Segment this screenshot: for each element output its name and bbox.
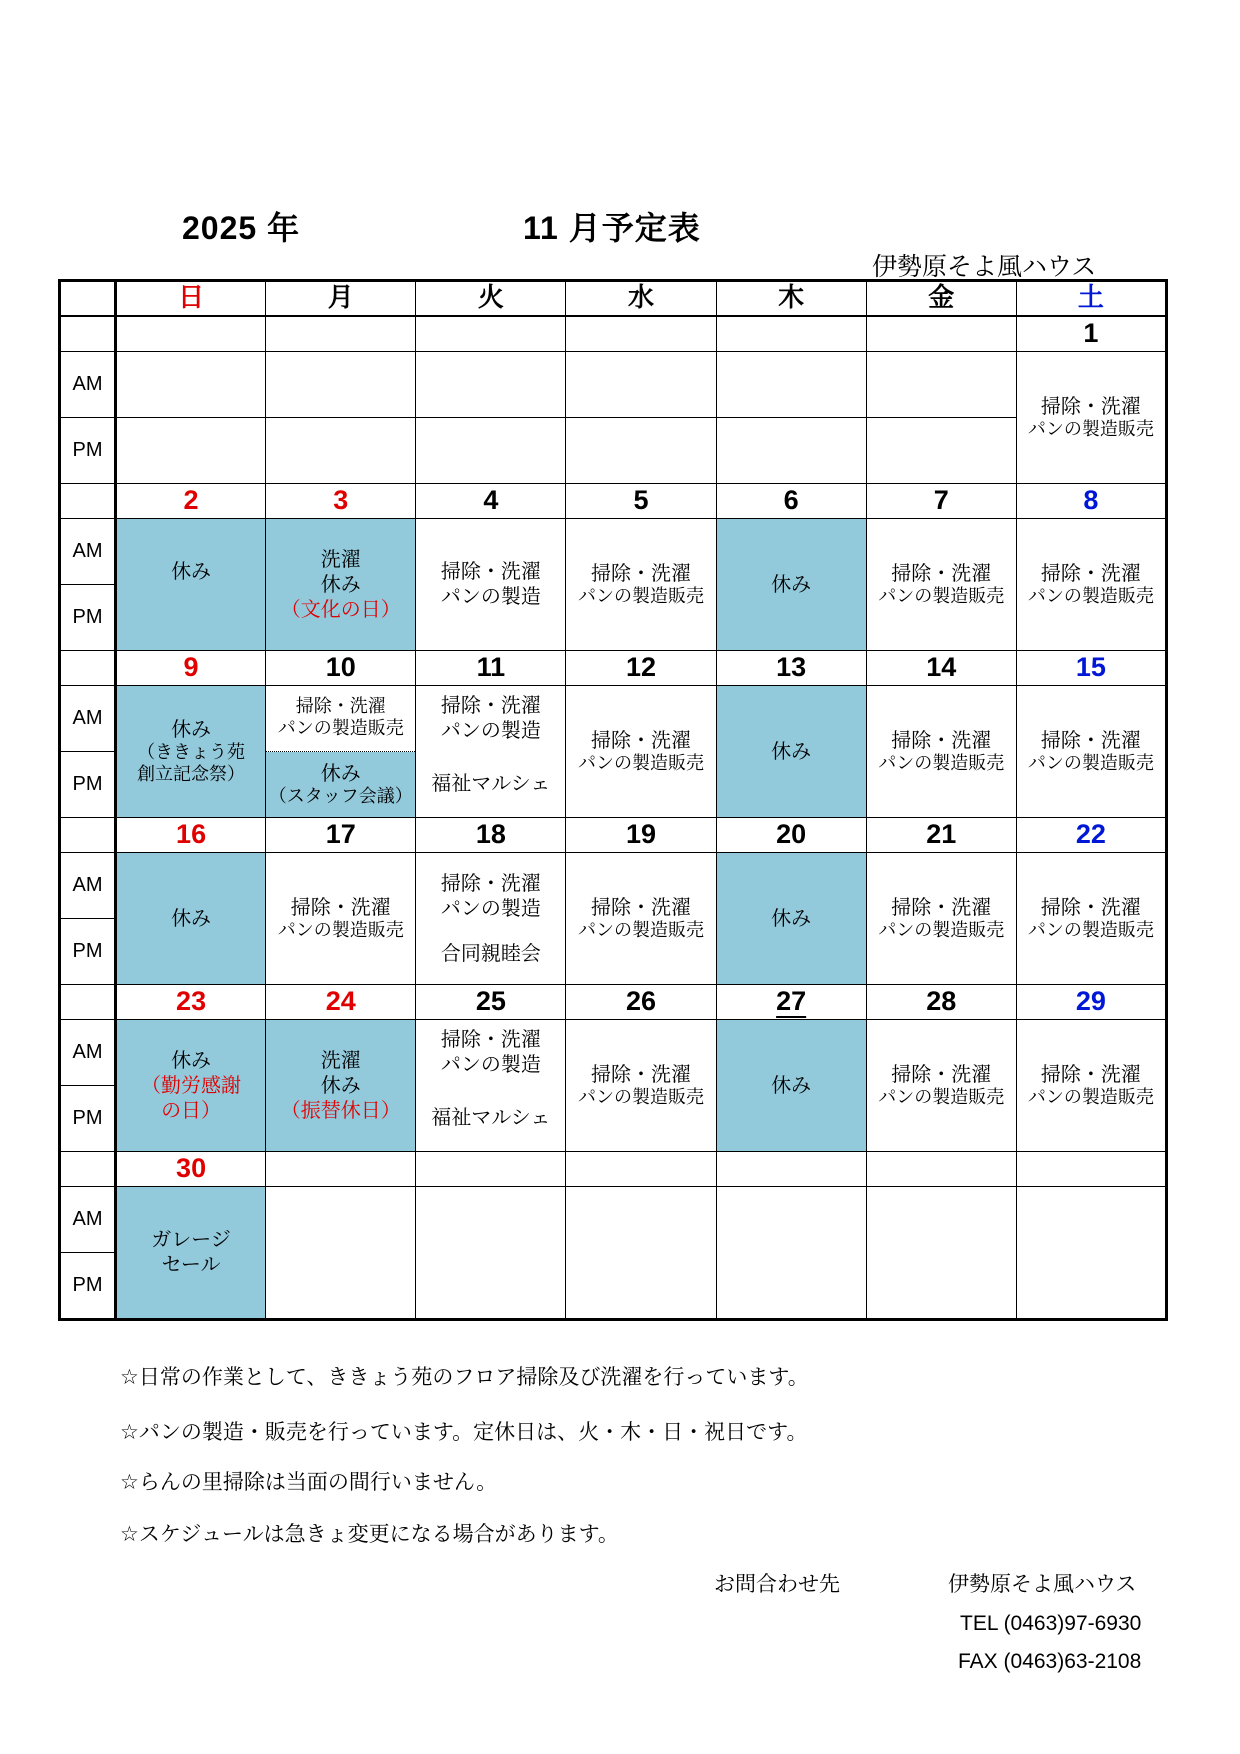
weekday-sat: 土	[1016, 281, 1166, 316]
event-cleaning: 掃除・洗濯	[1040, 894, 1141, 919]
event-substitute-holiday: （振替休日）	[280, 1097, 401, 1122]
date-cell-empty	[716, 1151, 866, 1186]
event-staff-meeting: （スタッフ会議）	[268, 785, 413, 807]
event-cleaning: 掃除・洗濯	[891, 727, 992, 752]
event-rest: 休み	[771, 905, 812, 930]
note-ran-no-sato: ☆らんの里掃除は当面の間行いません。	[120, 1470, 498, 1494]
event-cleaning: 掃除・洗濯	[891, 1061, 992, 1086]
date-26: 26	[566, 984, 716, 1019]
event-cleaning: 掃除・洗濯	[590, 560, 691, 585]
date-11: 11	[416, 650, 566, 685]
date-10: 10	[266, 650, 416, 685]
date-cell-empty	[716, 316, 866, 352]
date-8: 8	[1016, 483, 1166, 518]
date-cell-empty	[266, 1151, 416, 1186]
contact-organization: 伊勢原そよ風ハウス	[948, 1572, 1137, 1596]
event-rest: 休み	[771, 571, 812, 596]
event-bread-sales: パンの製造販売	[1027, 752, 1154, 774]
date-15: 15	[1016, 650, 1166, 685]
date-row-label	[60, 1151, 116, 1186]
weekday-thu: 木	[716, 281, 866, 316]
event-joint-social: 合同親睦会	[440, 940, 541, 965]
date-row	[60, 650, 1167, 685]
schedule-21	[866, 852, 1016, 984]
event-cleaning: 掃除・洗濯	[590, 894, 691, 919]
schedule-11-pm	[416, 751, 566, 817]
am-label: AM	[60, 685, 116, 751]
event-rest: 休み	[171, 1047, 212, 1072]
date-28: 28	[866, 984, 1016, 1019]
weekday-tue: 火	[416, 281, 566, 316]
event-rest: 休み	[771, 1072, 812, 1097]
empty-cell	[416, 351, 566, 417]
pm-label: PM	[60, 1252, 116, 1319]
event-cleaning: 掃除・洗濯	[891, 560, 992, 585]
schedule-24	[266, 1019, 416, 1151]
event-bread-sales: パンの製造販売	[577, 1086, 704, 1108]
empty-cell	[866, 351, 1016, 417]
schedule-20	[716, 852, 866, 984]
event-bread-sales: パンの製造販売	[878, 1086, 1005, 1108]
event-bread-sales: パンの製造販売	[277, 919, 404, 941]
schedule-7	[866, 518, 1016, 650]
date-13: 13	[716, 650, 866, 685]
event-bread-sales: パンの製造販売	[1027, 919, 1154, 941]
date-cell-empty	[266, 316, 416, 352]
event-cleaning: 掃除・洗濯	[440, 870, 541, 895]
event-rest: 休み	[171, 905, 212, 930]
date-12: 12	[566, 650, 716, 685]
event-cleaning: 掃除・洗濯	[295, 696, 386, 718]
schedule-10-am	[266, 685, 416, 751]
contact-tel: TEL (0463)97-6930	[960, 1612, 1142, 1635]
schedule-14	[866, 685, 1016, 817]
pm-label: PM	[60, 1085, 116, 1151]
event-laundry: 洗濯	[320, 546, 361, 571]
schedule-30	[116, 1186, 266, 1319]
schedule-2	[116, 518, 266, 650]
title-month: 11 月予定表	[523, 210, 701, 246]
am-label: AM	[60, 852, 116, 918]
date-cell-empty	[566, 316, 716, 352]
event-labor-line1: （勤労感謝	[141, 1072, 242, 1097]
date-cell-empty	[416, 316, 566, 352]
schedule-15	[1016, 685, 1166, 817]
organization-name: 伊勢原そよ風ハウス	[872, 252, 1097, 281]
event-bread-sales: パンの製造販売	[577, 919, 704, 941]
empty-cell	[866, 417, 1016, 483]
schedule-11-am	[416, 685, 566, 751]
empty-cell	[716, 351, 866, 417]
date-18: 18	[416, 817, 566, 852]
date-cell-empty	[116, 316, 266, 352]
event-rest: 休み	[320, 1072, 361, 1097]
empty-cell	[566, 1186, 716, 1319]
schedule-1	[1016, 351, 1166, 483]
date-cell-empty	[416, 1151, 566, 1186]
event-bread-sales: パンの製造販売	[1027, 418, 1154, 440]
schedule-10-pm	[266, 751, 416, 817]
date-4: 4	[416, 483, 566, 518]
schedule-17	[266, 852, 416, 984]
weekday-wed: 水	[566, 281, 716, 316]
date-22: 22	[1016, 817, 1166, 852]
event-bread-sales: パンの製造販売	[577, 585, 704, 607]
date-row	[60, 1151, 1167, 1186]
event-cleaning: 掃除・洗濯	[1040, 1061, 1141, 1086]
schedule-27	[716, 1019, 866, 1151]
event-bread-sales: パンの製造販売	[878, 585, 1005, 607]
date-row-label	[60, 817, 116, 852]
date-29: 29	[1016, 984, 1166, 1019]
empty-cell	[716, 1186, 866, 1319]
event-bread-make: パンの製造	[440, 1052, 541, 1077]
event-labor-line2: の日）	[161, 1097, 222, 1122]
date-17: 17	[266, 817, 416, 852]
schedule-13	[716, 685, 866, 817]
empty-cell	[116, 351, 266, 417]
date-row-label	[60, 483, 116, 518]
weekday-fri: 金	[866, 281, 1016, 316]
date-row-label	[60, 650, 116, 685]
event-garage-line2: セール	[161, 1252, 221, 1276]
schedule-12	[566, 685, 716, 817]
date-row	[60, 984, 1167, 1019]
weekday-header-row	[60, 281, 1167, 316]
pm-label: PM	[60, 584, 116, 650]
date-7: 7	[866, 483, 1016, 518]
date-row	[60, 316, 1167, 352]
date-row	[60, 483, 1167, 518]
empty-cell	[866, 1186, 1016, 1319]
date-30: 30	[116, 1151, 266, 1186]
date-27: 27	[716, 984, 866, 1019]
event-rest: 休み	[171, 558, 212, 583]
event-cleaning: 掃除・洗濯	[290, 894, 391, 919]
event-bread-sales: パンの製造販売	[1027, 1086, 1154, 1108]
date-21: 21	[866, 817, 1016, 852]
schedule-18	[416, 852, 566, 984]
pm-label: PM	[60, 918, 116, 984]
date-6: 6	[716, 483, 866, 518]
event-cleaning: 掃除・洗濯	[590, 1061, 691, 1086]
event-cleaning: 掃除・洗濯	[1040, 560, 1141, 585]
empty-cell	[266, 417, 416, 483]
event-kikyo-line2: 創立記念祭）	[137, 763, 246, 785]
empty-cell	[716, 417, 866, 483]
event-bread-sales: パンの製造販売	[878, 752, 1005, 774]
schedule-8	[1016, 518, 1166, 650]
schedule-3	[266, 518, 416, 650]
schedule-26	[566, 1019, 716, 1151]
note-daily-work: ☆日常の作業として、ききょう苑のフロア掃除及び洗濯を行っています。	[120, 1365, 809, 1389]
event-cleaning: 掃除・洗濯	[440, 1027, 541, 1052]
date-1: 1	[1016, 316, 1166, 352]
event-bread-sales: パンの製造販売	[277, 718, 404, 739]
date-9: 9	[116, 650, 266, 685]
date-23: 23	[116, 984, 266, 1019]
schedule-9	[116, 685, 266, 817]
header-corner	[60, 281, 116, 316]
date-cell-empty	[566, 1151, 716, 1186]
schedule-25-am	[416, 1019, 566, 1085]
date-row	[60, 817, 1167, 852]
date-20: 20	[716, 817, 866, 852]
date-14: 14	[866, 650, 1016, 685]
date-2: 2	[116, 483, 266, 518]
empty-cell	[116, 417, 266, 483]
date-row-label	[60, 316, 116, 352]
date-16: 16	[116, 817, 266, 852]
schedule-28	[866, 1019, 1016, 1151]
event-bread-make: パンの製造	[440, 718, 541, 743]
date-cell-empty	[866, 316, 1016, 352]
event-bread-sales: パンの製造販売	[577, 752, 704, 774]
event-culture-day: （文化の日）	[280, 596, 401, 621]
contact-label: お問合わせ先	[714, 1572, 840, 1596]
empty-cell	[416, 1186, 566, 1319]
date-19: 19	[566, 817, 716, 852]
schedule-22	[1016, 852, 1166, 984]
event-laundry: 洗濯	[320, 1047, 361, 1072]
date-cell-empty	[1016, 1151, 1166, 1186]
event-kikyo-line1: （ききょう苑	[137, 741, 246, 763]
empty-cell	[266, 351, 416, 417]
event-garage-line1: ガレージ	[151, 1227, 231, 1251]
event-cleaning: 掃除・洗濯	[1040, 727, 1141, 752]
schedule-19	[566, 852, 716, 984]
schedule-16	[116, 852, 266, 984]
event-rest: 休み	[320, 571, 361, 596]
event-cleaning: 掃除・洗濯	[440, 693, 541, 718]
empty-cell	[566, 417, 716, 483]
event-bread-make: パンの製造	[440, 584, 541, 608]
am-label: AM	[60, 518, 116, 584]
event-bread-sales: パンの製造販売	[1027, 585, 1154, 607]
event-rest: 休み	[320, 760, 361, 785]
title-year: 2025 年	[182, 210, 301, 246]
am-label: AM	[60, 1019, 116, 1085]
date-24: 24	[266, 984, 416, 1019]
empty-cell	[1016, 1186, 1166, 1319]
schedule-25-pm	[416, 1085, 566, 1151]
contact-fax: FAX (0463)63-2108	[958, 1650, 1142, 1673]
event-rest: 休み	[771, 738, 812, 763]
note-schedule-change: ☆スケジュールは急きょ変更になる場合があります。	[120, 1522, 619, 1546]
date-25: 25	[416, 984, 566, 1019]
event-cleaning: 掃除・洗濯	[590, 727, 691, 752]
schedule-4	[416, 518, 566, 650]
event-marche: 福祉マルシェ	[431, 1105, 551, 1130]
pm-label: PM	[60, 417, 116, 483]
event-bread-make: パンの製造	[440, 895, 541, 920]
weekday-mon: 月	[266, 281, 416, 316]
am-label: AM	[60, 351, 116, 417]
pm-label: PM	[60, 751, 116, 817]
empty-cell	[416, 417, 566, 483]
empty-cell	[266, 1186, 416, 1319]
schedule-23	[116, 1019, 266, 1151]
date-row-label	[60, 984, 116, 1019]
event-marche: 福祉マルシェ	[431, 771, 551, 796]
calendar-table	[58, 279, 1168, 1321]
date-3: 3	[266, 483, 416, 518]
date-cell-empty	[866, 1151, 1016, 1186]
event-bread-sales: パンの製造販売	[878, 919, 1005, 941]
event-cleaning: 掃除・洗濯	[891, 894, 992, 919]
schedule-5	[566, 518, 716, 650]
schedule-29	[1016, 1019, 1166, 1151]
event-cleaning: 掃除・洗濯	[1040, 393, 1141, 418]
empty-cell	[566, 351, 716, 417]
am-label: AM	[60, 1186, 116, 1252]
note-bread: ☆パンの製造・販売を行っています。定休日は、火・木・日・祝日です。	[120, 1420, 808, 1444]
event-rest: 休み	[171, 716, 212, 741]
weekday-sun: 日	[116, 281, 266, 316]
schedule-6	[716, 518, 866, 650]
event-cleaning: 掃除・洗濯	[440, 559, 541, 583]
date-5: 5	[566, 483, 716, 518]
